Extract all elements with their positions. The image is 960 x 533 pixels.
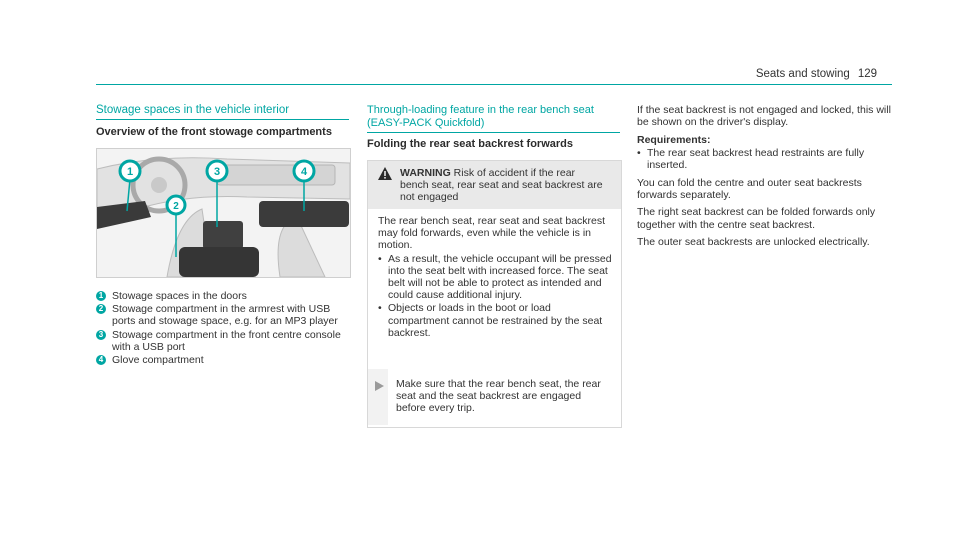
callout-3 — [207, 161, 227, 181]
legend-list — [96, 290, 351, 367]
paragraph: The outer seat backrests are unlocked electrically. — [637, 235, 870, 248]
svg-text:3: 3 — [213, 166, 221, 178]
heading-line-2: (EASY-PACK Quickfold) — [367, 117, 485, 129]
warning-bullet: • Objects or loads in the boot or load compartment cannot be restrained by the seat backrest. — [378, 302, 612, 339]
warning-head-desc: Risk of accident if the rear bench seat, rear seat and seat backrest are not engaged — [400, 167, 603, 204]
section-title: Seats and stowing — [755, 68, 850, 80]
svg-text:4: 4 — [300, 166, 308, 178]
legend-text: Stowage compartment in the front centre console with a USB port — [112, 328, 341, 353]
callout-2 — [167, 196, 185, 214]
legend-item — [96, 329, 351, 353]
warning-bullet: • As a result, the vehicle occupant will be pressed into the seat belt with increased force. The seat belt will not be able to protect as intended and could cause additional injury. — [378, 252, 612, 302]
svg-text:1: 1 — [126, 166, 134, 178]
warning-action-text: Make sure that the rear bench seat, the rear seat and the seat backrest are engaged before every trip. — [396, 378, 601, 415]
warning-label: WARNING — [400, 167, 451, 179]
requirements-label: Requirements: — [637, 134, 711, 147]
legend-number: 4 — [96, 355, 106, 365]
paragraph: The right seat backrest can be folded forwards only together with the centre seat backrest. — [637, 206, 876, 231]
section-heading-through-loading — [367, 104, 594, 130]
interior-illustration — [96, 148, 351, 278]
legend-number: 1 — [96, 291, 106, 301]
legend-number: 3 — [96, 330, 106, 340]
warning-body-text: The rear bench seat, rear seat and seat backrest may fold forwards, even while the vehicle is in motion. — [378, 215, 606, 252]
warning-triangle-icon — [378, 167, 392, 180]
header-rule — [96, 84, 892, 85]
requirement-text: The rear seat backrest head restraints are fully inserted. — [647, 146, 865, 171]
bullet-text: As a result, the vehicle occupant will be pressed into the seat belt with increased force. The seat belt will not be able to protect as intended and could cause additional injury. — [388, 252, 612, 302]
svg-text:2: 2 — [173, 201, 179, 212]
subheading-folding: Folding the rear seat backrest forwards — [367, 138, 574, 150]
legend-item — [96, 303, 351, 327]
paragraph: You can fold the centre and outer seat backrests forwards separately. — [637, 177, 862, 202]
legend-item — [96, 290, 351, 302]
requirement-item: • The rear seat backrest head restraints are fully inserted. — [637, 147, 892, 171]
callout-4 — [294, 161, 314, 181]
heading-underline — [367, 132, 620, 133]
warning-box — [367, 160, 622, 428]
legend-item — [96, 354, 351, 366]
bullet-text: Objects or loads in the boot or load compartment cannot be restrained by the seat backrest. — [388, 302, 603, 339]
heading-underline — [96, 119, 349, 120]
intro-paragraph: If the seat backrest is not engaged and locked, this will be shown on the driver's display. — [637, 104, 891, 129]
section-heading-stowage: Stowage spaces in the vehicle interior — [96, 104, 290, 116]
right-column — [637, 104, 892, 248]
page-number: 129 — [857, 68, 877, 80]
callout-1 — [120, 161, 140, 181]
page-header — [756, 68, 877, 80]
warning-body — [378, 215, 612, 339]
warning-header — [368, 161, 621, 209]
legend-number: 2 — [96, 304, 106, 314]
legend-text: Stowage spaces in the doors — [112, 290, 247, 302]
heading-line-1: Through-loading feature in the rear bench seat — [367, 104, 594, 116]
legend-text: Glove compartment — [112, 354, 204, 367]
action-arrow-icon — [375, 381, 384, 391]
legend-text: Stowage compartment in the armrest with USB ports and stowage space, e.g. for an MP3 player — [112, 303, 338, 328]
warning-action-row — [368, 369, 621, 425]
warning-head-text — [400, 167, 605, 204]
interior-drawing — [97, 149, 350, 277]
subheading-overview: Overview of the front stowage compartments — [96, 126, 332, 138]
